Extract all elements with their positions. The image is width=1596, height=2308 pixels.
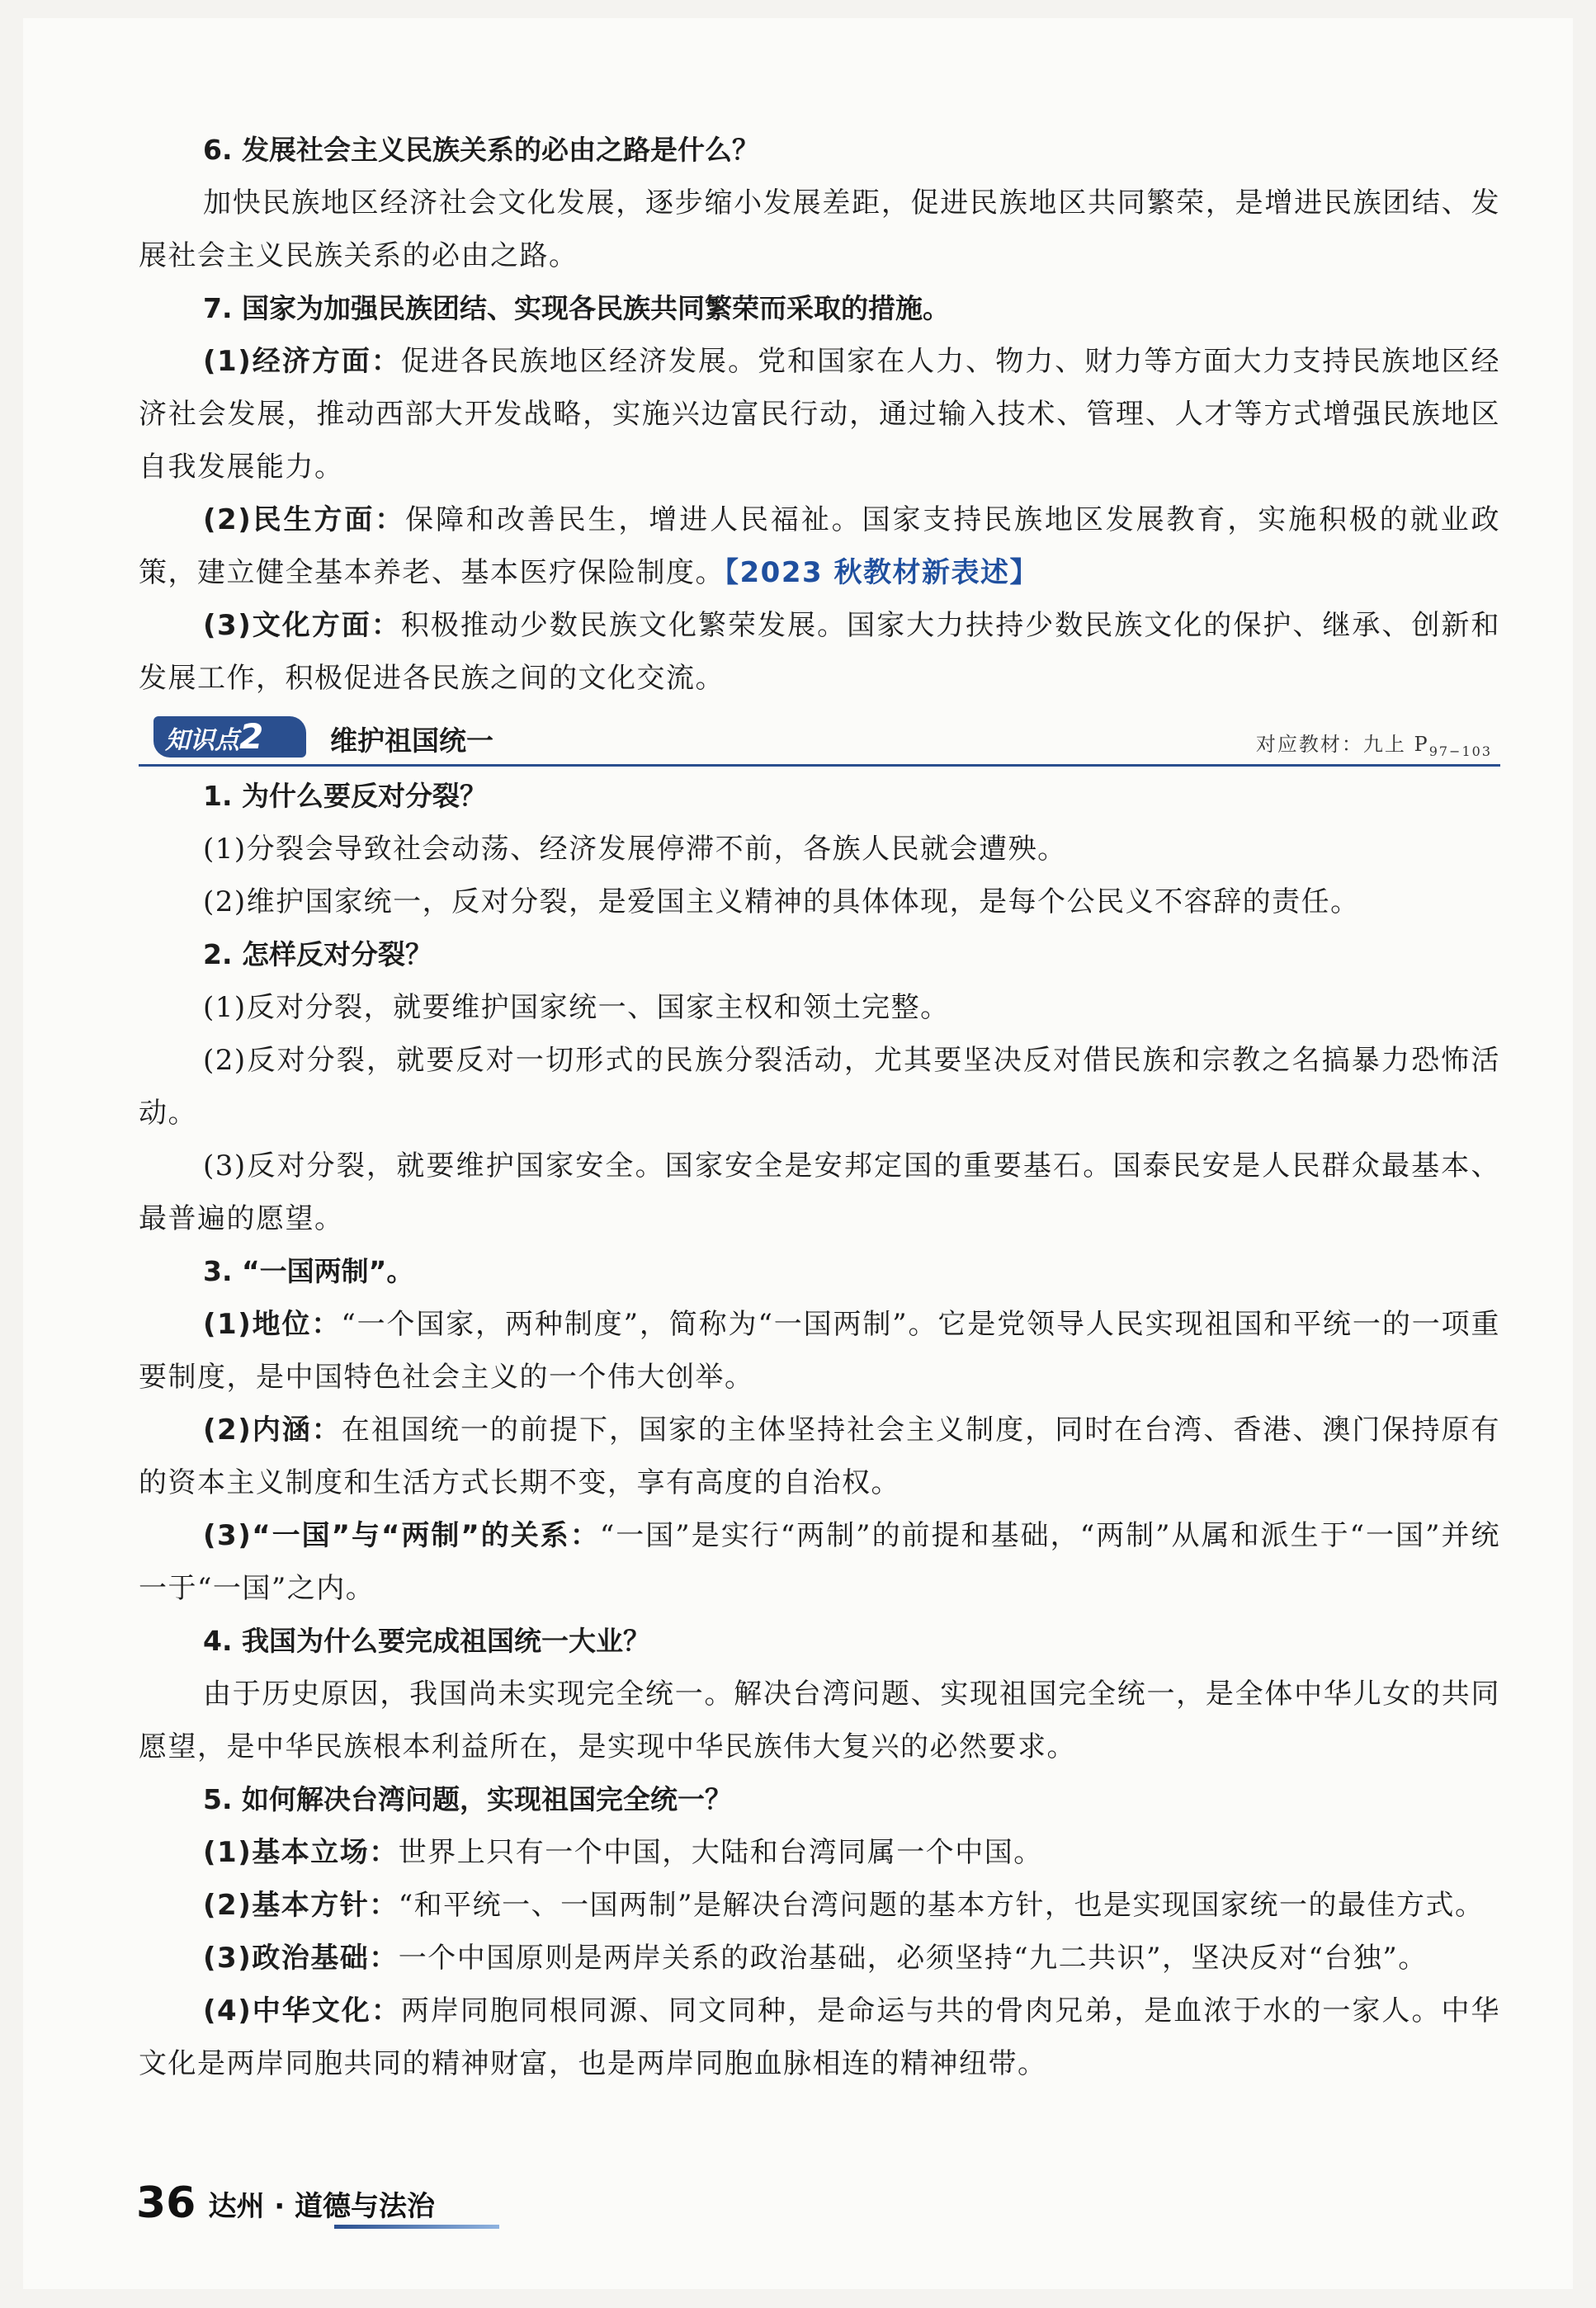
question-heading: 2. 怎样反对分裂？ bbox=[203, 938, 432, 970]
paragraph-text: 促进各民族地区经济发展。党和国家在人力、物力、财力等方面大力支持民族地区经济社会发展，推动西部大开发战略，实施兴边富民行动，通过输入技术、管理、人才等方式增强民族地区自我发展能力。 bbox=[139, 345, 1500, 484]
paragraph bbox=[139, 335, 1500, 493]
paragraph-text: 两岸同胞同根同源、同文同种，是命运与共的骨肉兄弟，是血浓于水的一家人。中华文化是两岸同胞共同的精神财富，也是两岸同胞血脉相连的精神纽带。 bbox=[139, 1994, 1500, 2080]
paragraph bbox=[139, 823, 1500, 876]
paragraph-text: (3)反对分裂，就要维护国家安全。国家安全是安邦定国的重要基石。国泰民安是人民群众最基本、最普遍的愿望。 bbox=[139, 1149, 1500, 1235]
paragraph bbox=[139, 876, 1500, 928]
paragraph-lead: (2)基本方针： bbox=[203, 1889, 399, 1922]
question-heading: 1. 为什么要反对分裂？ bbox=[203, 780, 487, 812]
book-title: 达州 · 道德与法治 bbox=[208, 2189, 436, 2223]
paragraph bbox=[139, 1404, 1500, 1509]
paragraph bbox=[139, 599, 1500, 705]
paragraph-lead: (3)文化方面： bbox=[203, 609, 401, 642]
badge-label: 知识点 bbox=[165, 726, 239, 755]
paragraph-text: “和平统一、一国两制”是解决台湾问题的基本方针，也是实现国家统一的最佳方式。 bbox=[398, 1889, 1485, 1922]
reference-pages: 97−103 bbox=[1428, 743, 1492, 759]
question-heading: 4. 我国为什么要完成祖国统一大业？ bbox=[203, 1625, 650, 1657]
question-heading: 5. 如何解决台湾问题，实现祖国完全统一？ bbox=[203, 1783, 732, 1815]
badge-number: 2 bbox=[239, 716, 264, 757]
paragraph-text: (1)分裂会导致社会动荡、经济发展停滞不前，各族人民就会遭殃。 bbox=[203, 833, 1067, 866]
reference-text: 对应教材：九上 P bbox=[1255, 733, 1429, 756]
question-heading: 6. 发展社会主义民族关系的必由之路是什么？ bbox=[203, 134, 759, 166]
paragraph bbox=[139, 177, 1500, 282]
paragraph-text: “一个国家，两种制度”，简称为“一国两制”。它是党领导人民实现祖国和平统一的一项重要制度，是中国特色社会主义的一个伟大创举。 bbox=[139, 1308, 1500, 1394]
page-number: 36 bbox=[136, 2178, 196, 2228]
paragraph-text: 积极推动少数民族文化繁荣发展。国家大力扶持少数民族文化的保护、继承、创新和发展工作，积极促进各民族之间的文化交流。 bbox=[139, 609, 1500, 695]
section-header bbox=[139, 710, 1500, 767]
paragraph bbox=[139, 1985, 1500, 2090]
question-heading: 3. “一国两制”。 bbox=[203, 1255, 414, 1287]
new-edition-tag: 【2023 秋教材新表述】 bbox=[725, 556, 1039, 589]
paragraph-text: 加快民族地区经济社会文化发展，逐步缩小发展差距，促进民族地区共同繁荣，是增进民族团结、发展社会主义民族关系的必由之路。 bbox=[139, 186, 1500, 272]
paragraph-lead: (2)民生方面： bbox=[203, 503, 406, 536]
paragraph-lead: (1)基本立场： bbox=[203, 1836, 399, 1869]
paragraph-lead: (4)中华文化： bbox=[203, 1994, 401, 2027]
paragraph-text: (2)维护国家统一，反对分裂，是爱国主义精神的具体体现，是每个公民义不容辞的责任。 bbox=[203, 885, 1360, 918]
paragraph bbox=[139, 1879, 1500, 1932]
knowledge-point-badge bbox=[153, 716, 306, 758]
paragraph bbox=[139, 1826, 1500, 1879]
question-heading: 7. 国家为加强民族团结、实现各民族共同繁荣而采取的措施。 bbox=[203, 292, 950, 324]
paragraph-text: (1)反对分裂，就要维护国家统一、国家主权和领土完整。 bbox=[203, 991, 950, 1024]
textbook-reference bbox=[1256, 728, 1492, 759]
paragraph-text: 一个中国原则是两岸关系的政治基础，必须坚持“九二共识”，坚决反对“台独”。 bbox=[398, 1942, 1428, 1975]
paragraph bbox=[139, 1298, 1500, 1404]
paragraph-text: “一国”是实行“两制”的前提和基础，“两制”从属和派生于“一国”并统一于“一国”之内。 bbox=[139, 1519, 1500, 1605]
paragraph bbox=[139, 1932, 1500, 1985]
paragraph-text: (2)反对分裂，就要反对一切形式的民族分裂活动，尤其要坚决反对借民族和宗教之名搞暴力恐怖活动。 bbox=[139, 1044, 1500, 1130]
paragraph bbox=[139, 1140, 1500, 1245]
paragraph-lead: (1)地位： bbox=[203, 1308, 342, 1341]
paragraph bbox=[139, 981, 1500, 1034]
paragraph-lead: (2)内涵： bbox=[203, 1414, 342, 1447]
page-footer bbox=[136, 2178, 435, 2228]
paragraph-text: 由于历史原因，我国尚未实现完全统一。解决台湾问题、实现祖国完全统一，是全体中华儿女的共同愿望，是中华民族根本利益所在，是实现中华民族伟大复兴的必然要求。 bbox=[139, 1678, 1500, 1763]
paragraph-text: 在祖国统一的前提下，国家的主体坚持社会主义制度，同时在台湾、香港、澳门保持原有的资本主义制度和生活方式长期不变，享有高度的自治权。 bbox=[139, 1414, 1500, 1499]
section-title: 维护祖国统一 bbox=[330, 724, 493, 757]
footer-underline bbox=[334, 2225, 499, 2229]
paragraph bbox=[139, 493, 1500, 599]
paragraph bbox=[139, 1509, 1500, 1615]
paragraph-text: 保障和改善民生，增进人民福祉。国家支持民族地区发展教育，实施积极的就业政策，建立健全基本养老、基本医疗保险制度。 bbox=[139, 503, 1500, 589]
paragraph-lead: (3)政治基础： bbox=[203, 1942, 399, 1975]
paragraph-text: 世界上只有一个中国，大陆和台湾同属一个中国。 bbox=[398, 1836, 1043, 1869]
paragraph bbox=[139, 1034, 1500, 1140]
paragraph-lead: (3)“一国”与“两制”的关系： bbox=[203, 1519, 600, 1552]
paragraph-lead: (1)经济方面： bbox=[203, 345, 401, 378]
document-body bbox=[139, 124, 1500, 2090]
paragraph bbox=[139, 1668, 1500, 1773]
